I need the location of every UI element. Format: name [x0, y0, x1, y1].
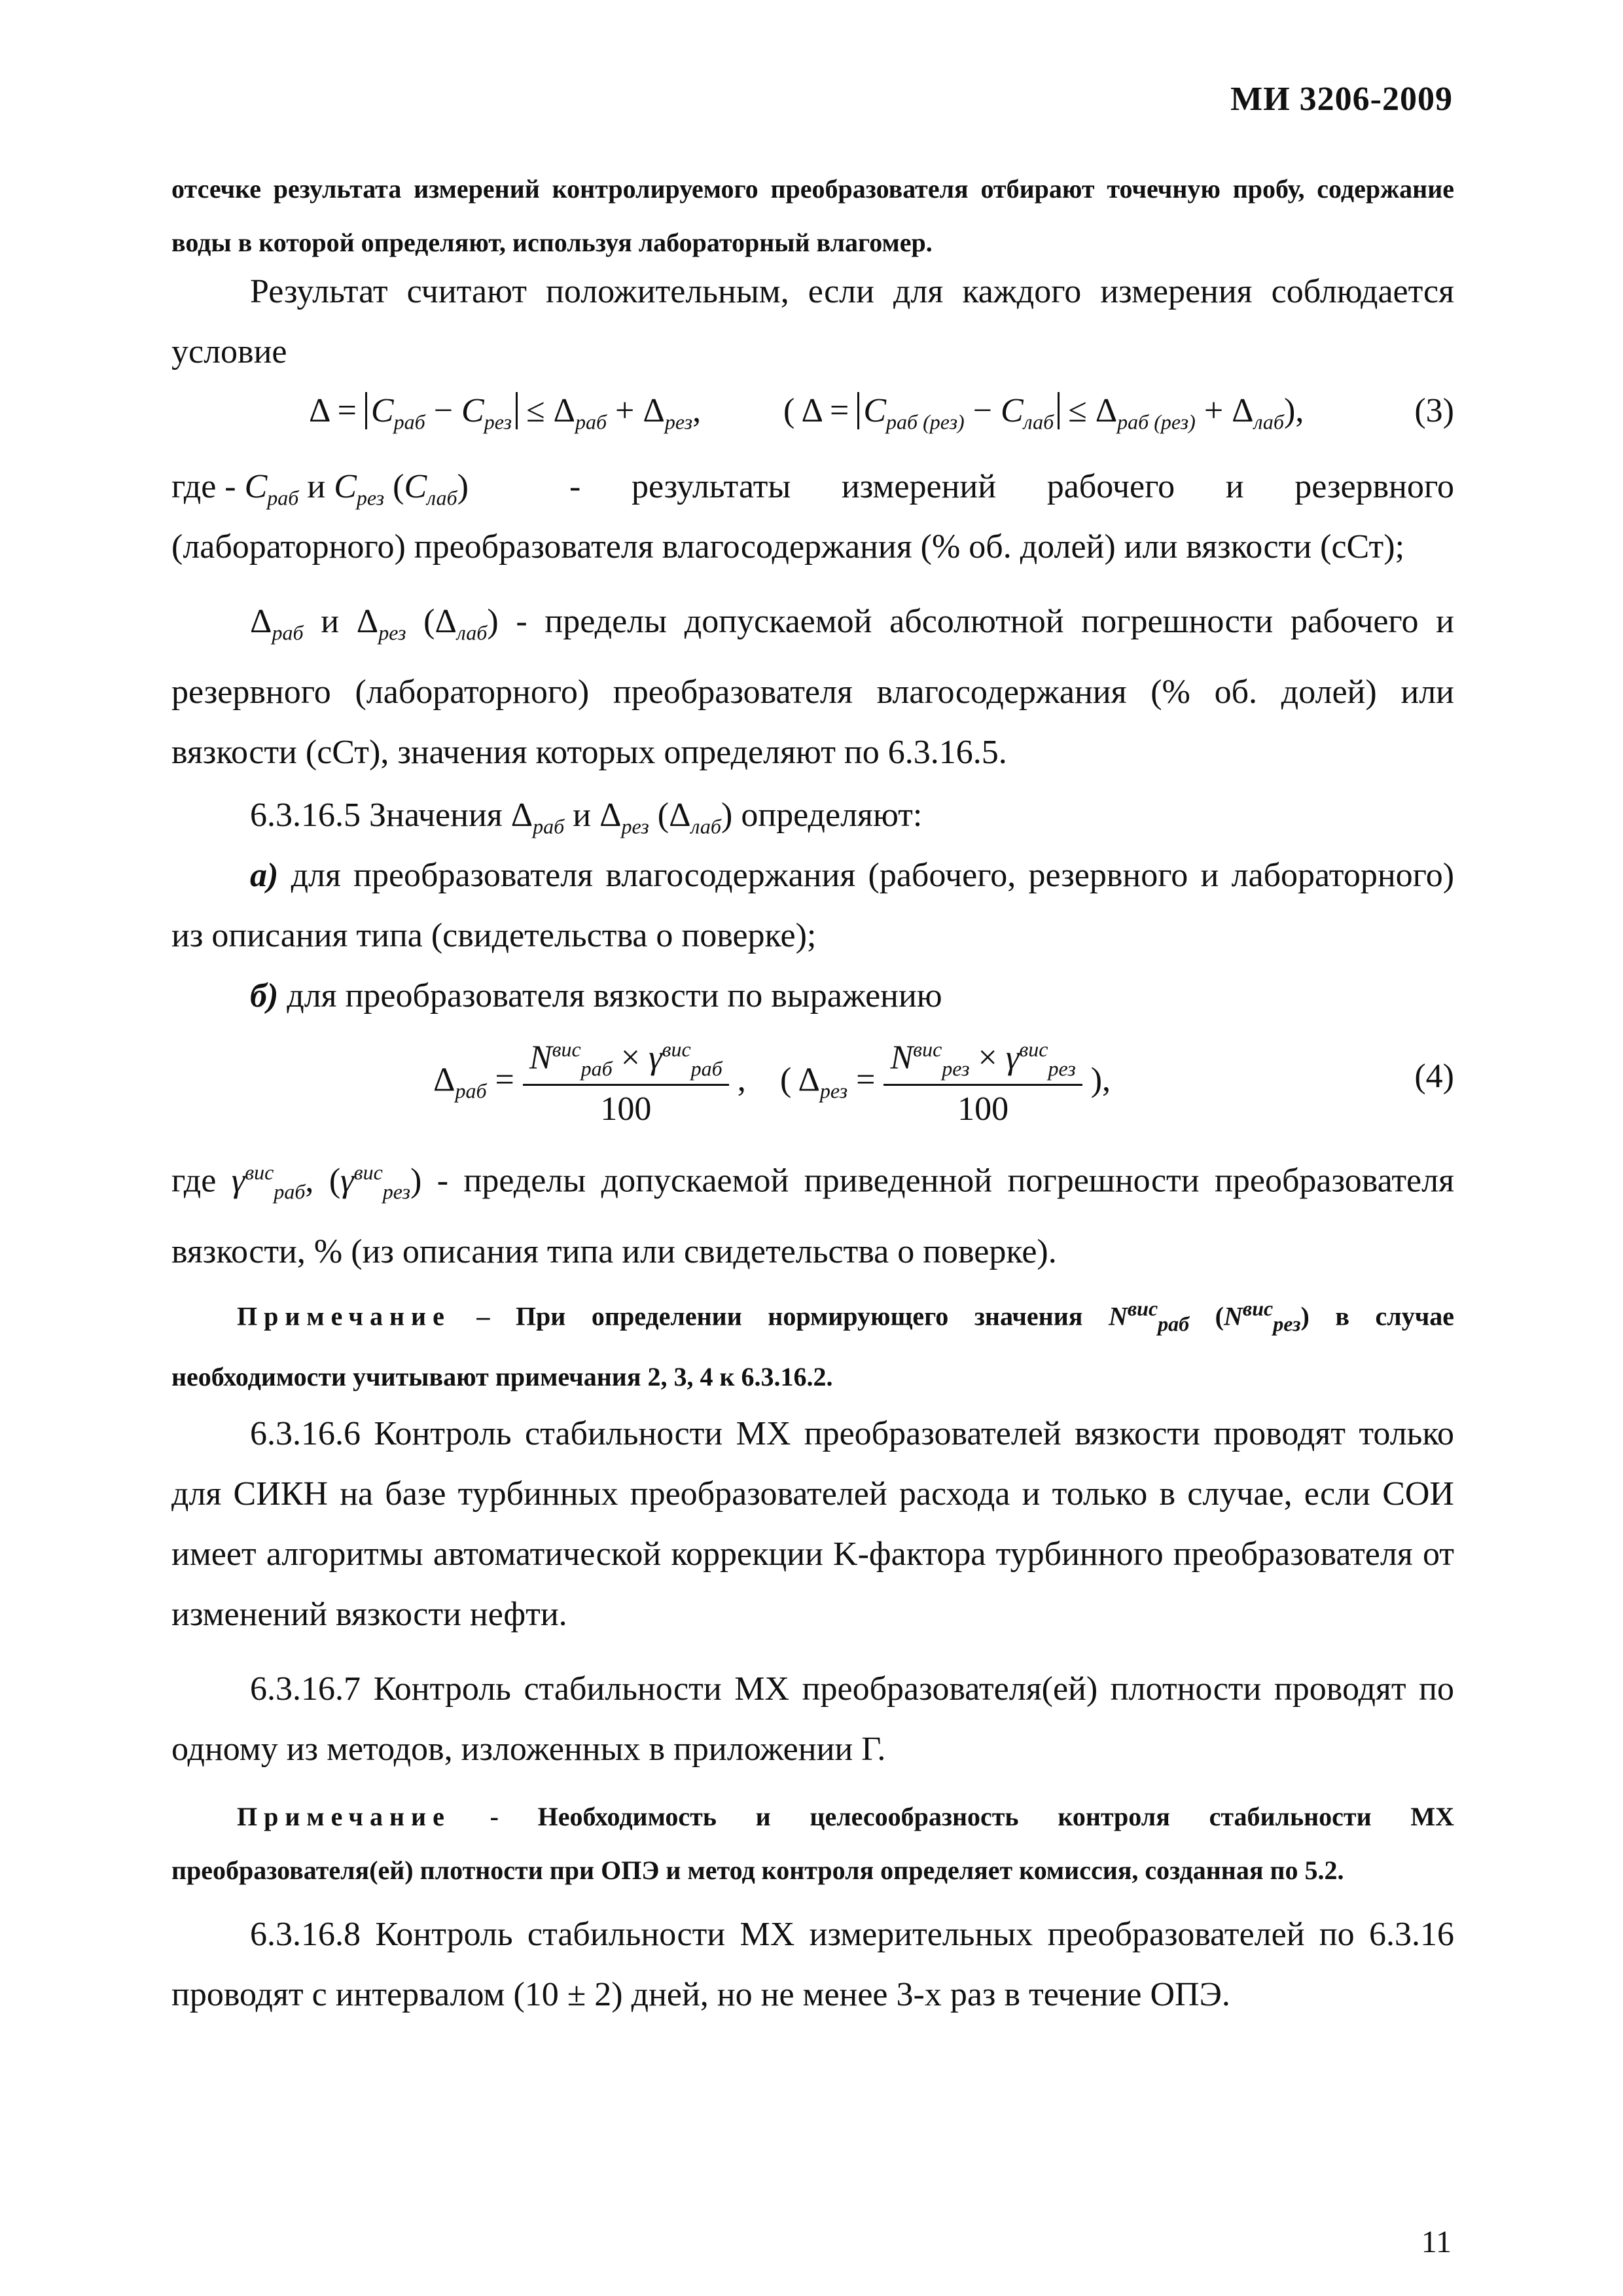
equation-number-3: (3): [1414, 392, 1454, 429]
clause-6-3-16-6: 6.3.16.6 Контроль стабильности МХ преобразователей вязкости проводят только для СИКН на базе турбинных преобразователей расхода и только в случае, если СОИ имеет алгоритмы автоматической коррекции K-фактора турбинного преобразователя от изменений вязкости нефти.: [171, 1415, 1454, 1633]
where-reduced-error: где $\gamma^{вис}_{раб}$, $(\gamma^{вис}_{рез})$ - пределы допускаемой приведенной погрешности преобразователя вязкости, % (из описания типа или свидетельства о поверке).: [171, 1160, 1454, 1270]
continuation-text: отсечке результата измерений контролируемого преобразователя отбирают точечную пробу, содержание воды в которой определяют, используя лабораторный влагомер.: [171, 174, 1454, 257]
formula-4: [171, 1037, 1454, 1136]
formula-3: [171, 391, 1454, 450]
equation-number-4: (4): [1414, 1058, 1454, 1095]
page-number: 11: [1421, 2225, 1452, 2259]
formula-4-main: $\Delta_{раб}$ = $\frac{N^{вис}_{раб} \times \gamma^{вис}_{раб}}{100}$ ,: [433, 1037, 746, 1128]
item-a: а) для преобразователя влагосодержания (рабочего, резервного и лабораторного) из описания типа (свидетельства о поверке);: [171, 857, 1455, 954]
clause-6-3-16-8: 6.3.16.8 Контроль стабильности МХ измерительных преобразователей по 6.3.16 проводят с интервалом (10 ± 2) дней, но не менее 3-х раз в течение ОПЭ.: [171, 1916, 1454, 2013]
document-code: МИ 3206-2009: [1230, 81, 1453, 118]
formula-3-alt: ( $\Delta = C_{раб (рез)} - C_{лаб} \le \Delta_{раб (рез)} + \Delta_{лаб}$),: [783, 392, 1304, 434]
formula-3-main: $\Delta = C_{раб} - C_{рез} \le \Delta_{раб} + \Delta_{рез}$,: [309, 392, 702, 434]
formula-4-alt: ( $\Delta_{рез}$ = $\frac{N^{вис}_{рез} \times \gamma^{вис}_{рез}}{100}$ ),: [780, 1037, 1111, 1128]
clause-6-3-16-7: 6.3.16.7 Контроль стабильности МХ преобразователя(ей) плотности проводят по одному из методов, изложенных в приложении Г.: [171, 1670, 1454, 1768]
where-results-desc: - результаты измерений рабочего и резервного (лабораторного) преобразователя влагосодержания (% об. долей) или вязкости (сСт);: [171, 468, 1454, 565]
where-limits: $\Delta_{раб}$ и $\Delta_{рез}$ $(\Delta_{лаб})$ - пределы допускаемой абсолютной погрешности рабочего и резервного (лабораторного) преобразователя влагосодержания (% об. долей) или вязкости (сСт), значения которых определяют по 6.3.16.5.: [171, 603, 1454, 772]
note-2: Примечание - Необходимость и целесообразность контроля стабильности МХ преобразователя(ей) плотности при ОПЭ и метод контроля определяет комиссия, созданная по 5.2.: [171, 1802, 1454, 1885]
where-results: где - $C_{раб}$ и $C_{рез}$ $(C_{лаб})$: [171, 468, 469, 510]
item-b: б) для преобразователя вязкости по выражению: [250, 977, 942, 1014]
clause-6-3-16-5: 6.3.16.5 Значения $\Delta_{раб}$ и $\Delta_{рез}$ $(\Delta_{лаб})$ определяют:: [250, 797, 923, 838]
result-paragraph: Результат считают положительным, если для каждого измерения соблюдается условие: [171, 273, 1454, 370]
note-1: Примечание – При определении нормирующего значения $N^{вис}_{раб}$ $(N^{вис}_{рез})$ в случае необходимости учитывают примечания 2, 3, 4 к 6.3.16.2.: [171, 1297, 1455, 1392]
